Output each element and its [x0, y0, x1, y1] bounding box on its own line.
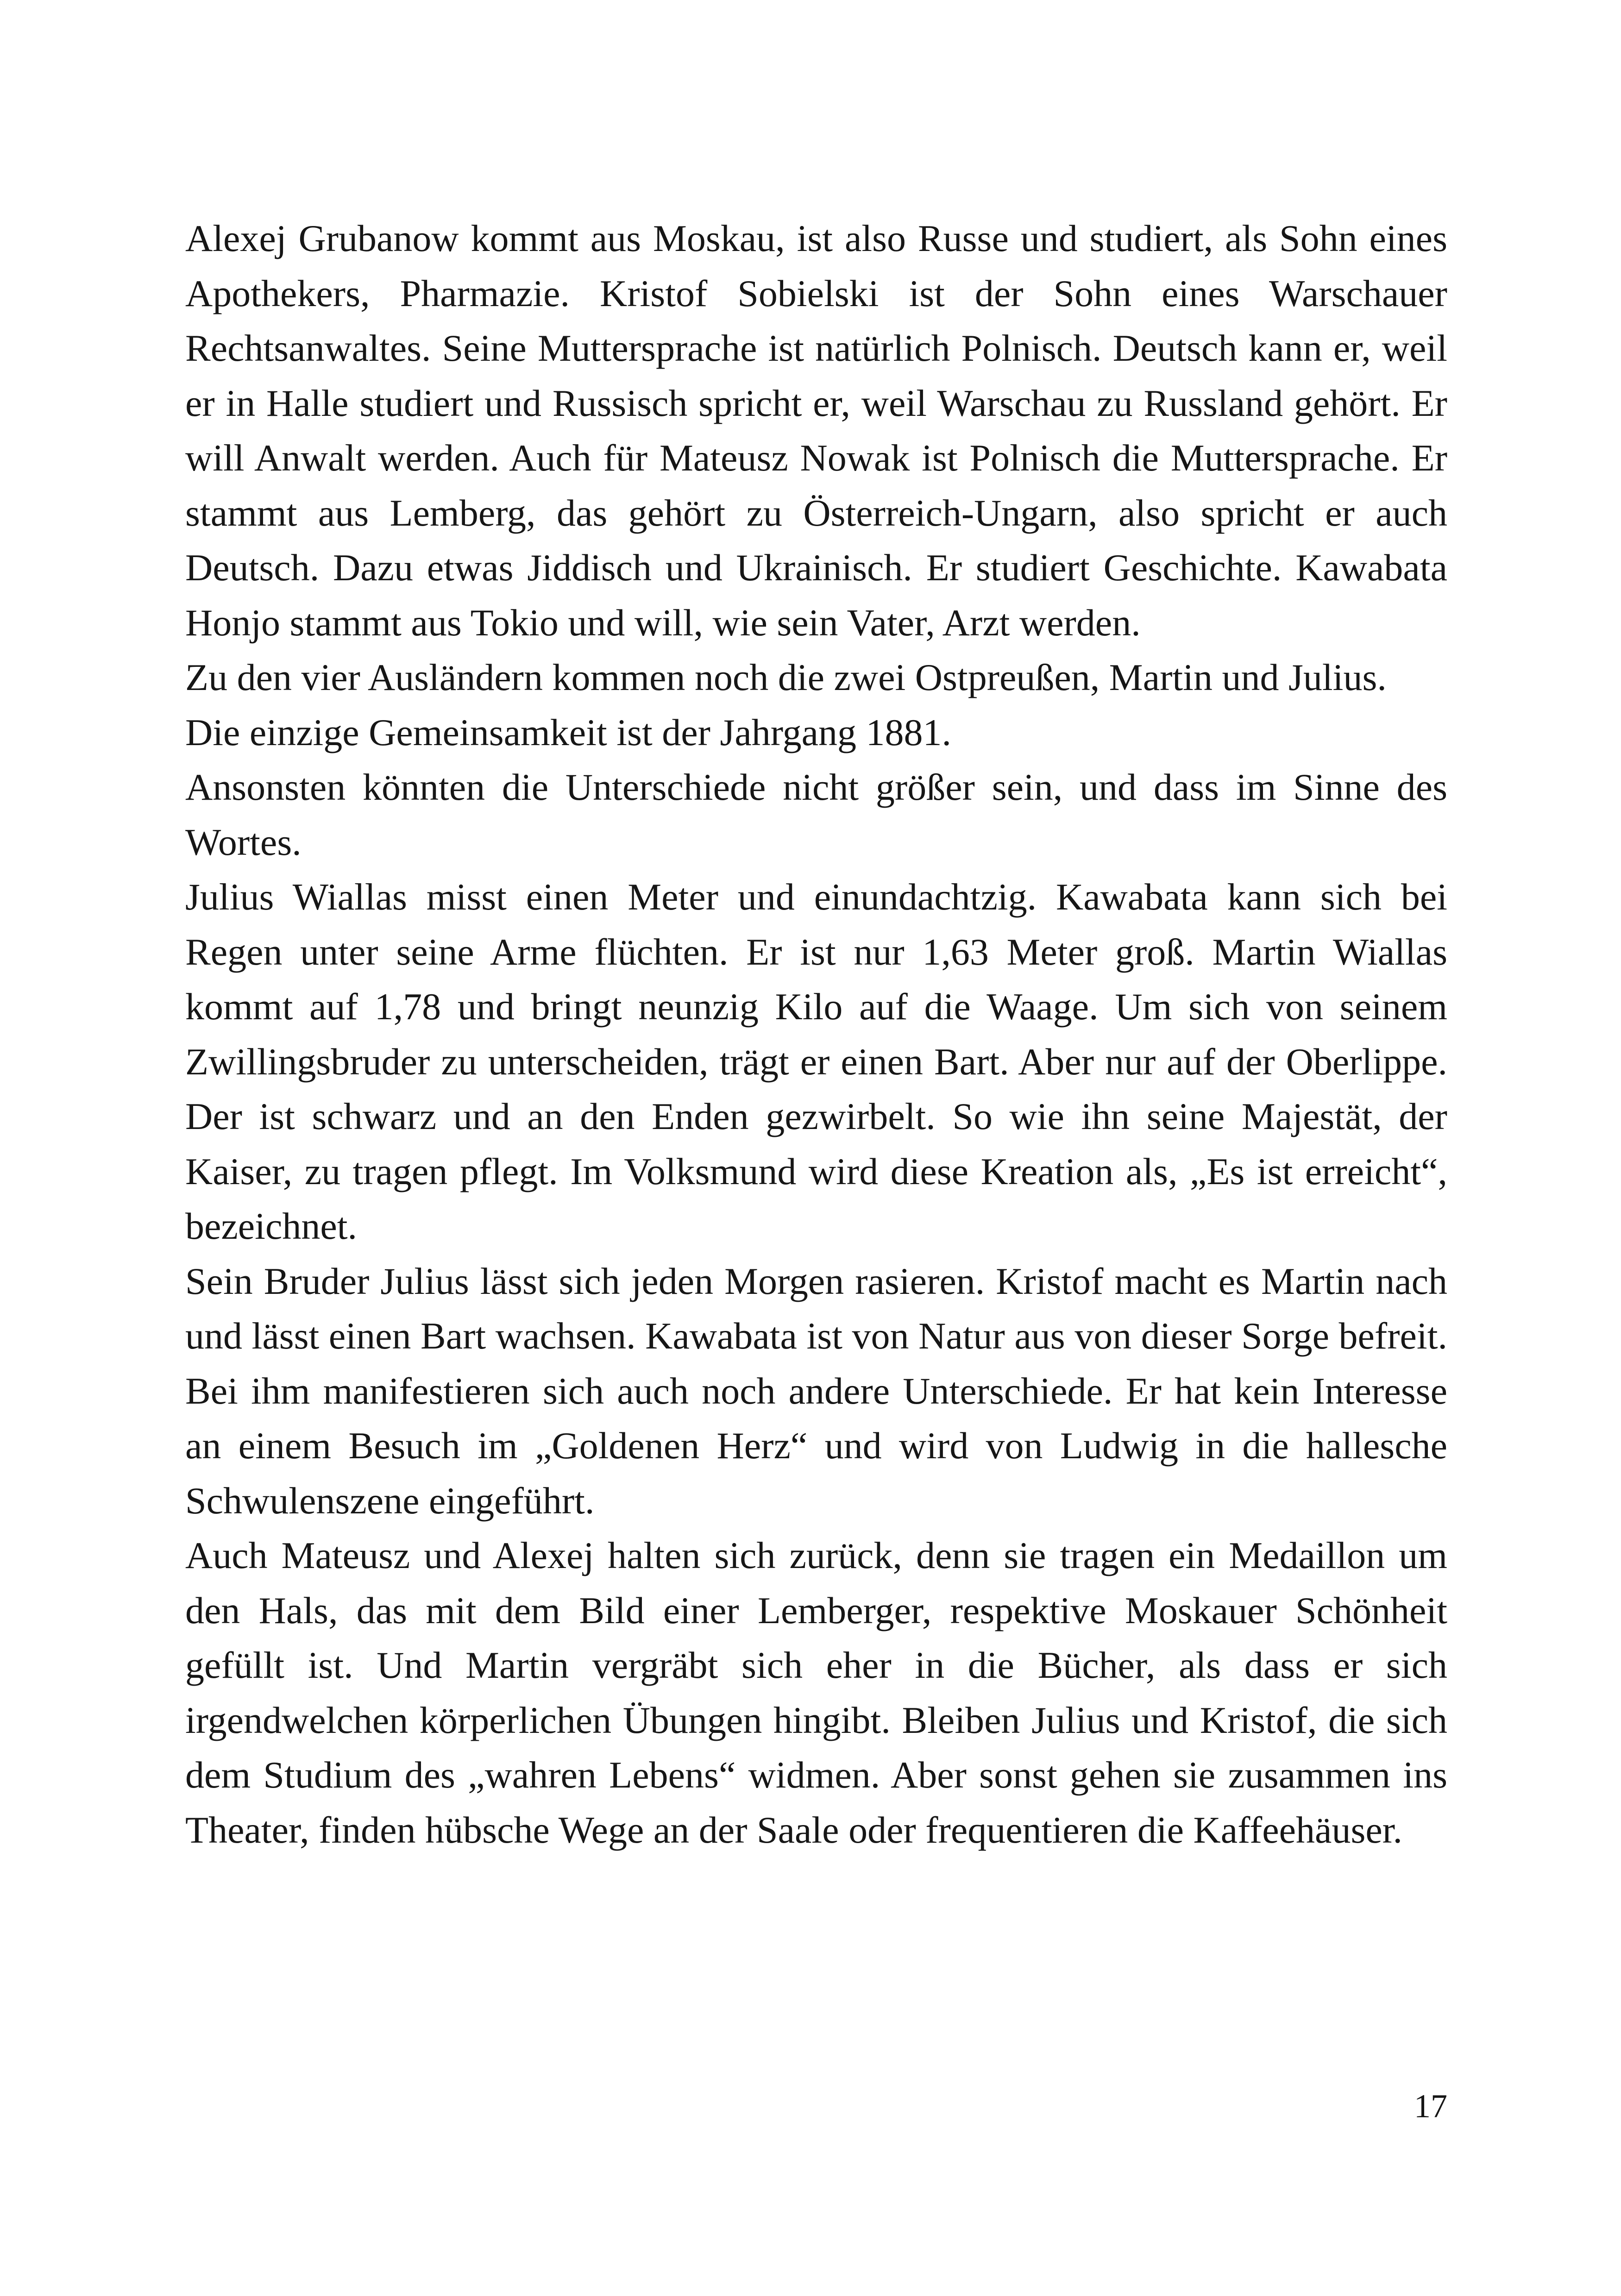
- paragraph-1: Alexej Grubanow kommt aus Moskau, ist also Russe und studiert, als Sohn eines Apothekers, Pharmazie. Kristof Sobielski ist der Sohn eines Warschauer Rechtsanwaltes. Seine Muttersprache ist natürlich Polnisch. Deutsch kann er, weil er in Halle studiert und Russisch spricht er, weil Warschau zu Russland gehört. Er will Anwalt werden. Auch für Mateusz Nowak ist Polnisch die Muttersprache. Er stammt aus Lemberg, das gehört zu Österreich-Ungarn, also spricht er auch Deutsch. Dazu etwas Jiddisch und Ukrainisch. Er studiert Geschichte. Kawabata Honjo stammt aus Tokio und will, wie sein Vater, Arzt werden.: [185, 217, 1447, 644]
- paragraph-3: Die einzige Gemeinsamkeit ist der Jahrgang 1881.: [185, 711, 951, 753]
- paragraph-7: Auch Mateusz und Alexej halten sich zurück, denn sie tragen ein Medaillon um den Hals, das mit dem Bild einer Lemberger, respektive Moskauer Schönheit gefüllt ist. Und Martin vergräbt sich eher in die Bücher, als dass er sich irgendwelchen körperlichen Übungen hingibt. Bleiben Julius und Kristof, die sich dem Studium des „wahren Lebens“ widmen. Aber sonst gehen sie zusammen ins Theater, finden hübsche Wege an der Saale oder frequentieren die Kaffeehäuser.: [185, 1534, 1447, 1851]
- paragraph-6: Sein Bruder Julius lässt sich jeden Morgen rasieren. Kristof macht es Martin nach und lässt einen Bart wachsen. Kawabata ist von Natur aus von dieser Sorge befreit. Bei ihm manifestieren sich auch noch andere Unterschiede. Er hat kein Interesse an einem Besuch im „Goldenen Herz“ und wird von Ludwig in die hallesche Schwulenszene eingeführt.: [185, 1260, 1447, 1522]
- paragraph-5: Julius Wiallas misst einen Meter und einundachtzig. Kawabata kann sich bei Regen unter seine Arme flüchten. Er ist nur 1,63 Meter groß. Martin Wiallas kommt auf 1,78 und bringt neunzig Kilo auf die Waage. Um sich von seinem Zwillingsbruder zu unterscheiden, trägt er einen Bart. Aber nur auf der Oberlippe. Der ist schwarz und an den Enden gezwirbelt. So wie ihn seine Majestät, der Kaiser, zu tragen pflegt. Im Volksmund wird diese Kreation als, „Es ist erreicht“, bezeichnet.: [185, 876, 1447, 1247]
- body-text: [185, 211, 1447, 1857]
- paragraph-2: Zu den vier Ausländern kommen noch die zwei Ostpreußen, Martin und Julius.: [185, 656, 1387, 698]
- paragraph-4: Ansonsten könnten die Unterschiede nicht größer sein, und dass im Sinne des Wortes.: [185, 766, 1447, 863]
- page-number: 17: [1414, 2088, 1447, 2125]
